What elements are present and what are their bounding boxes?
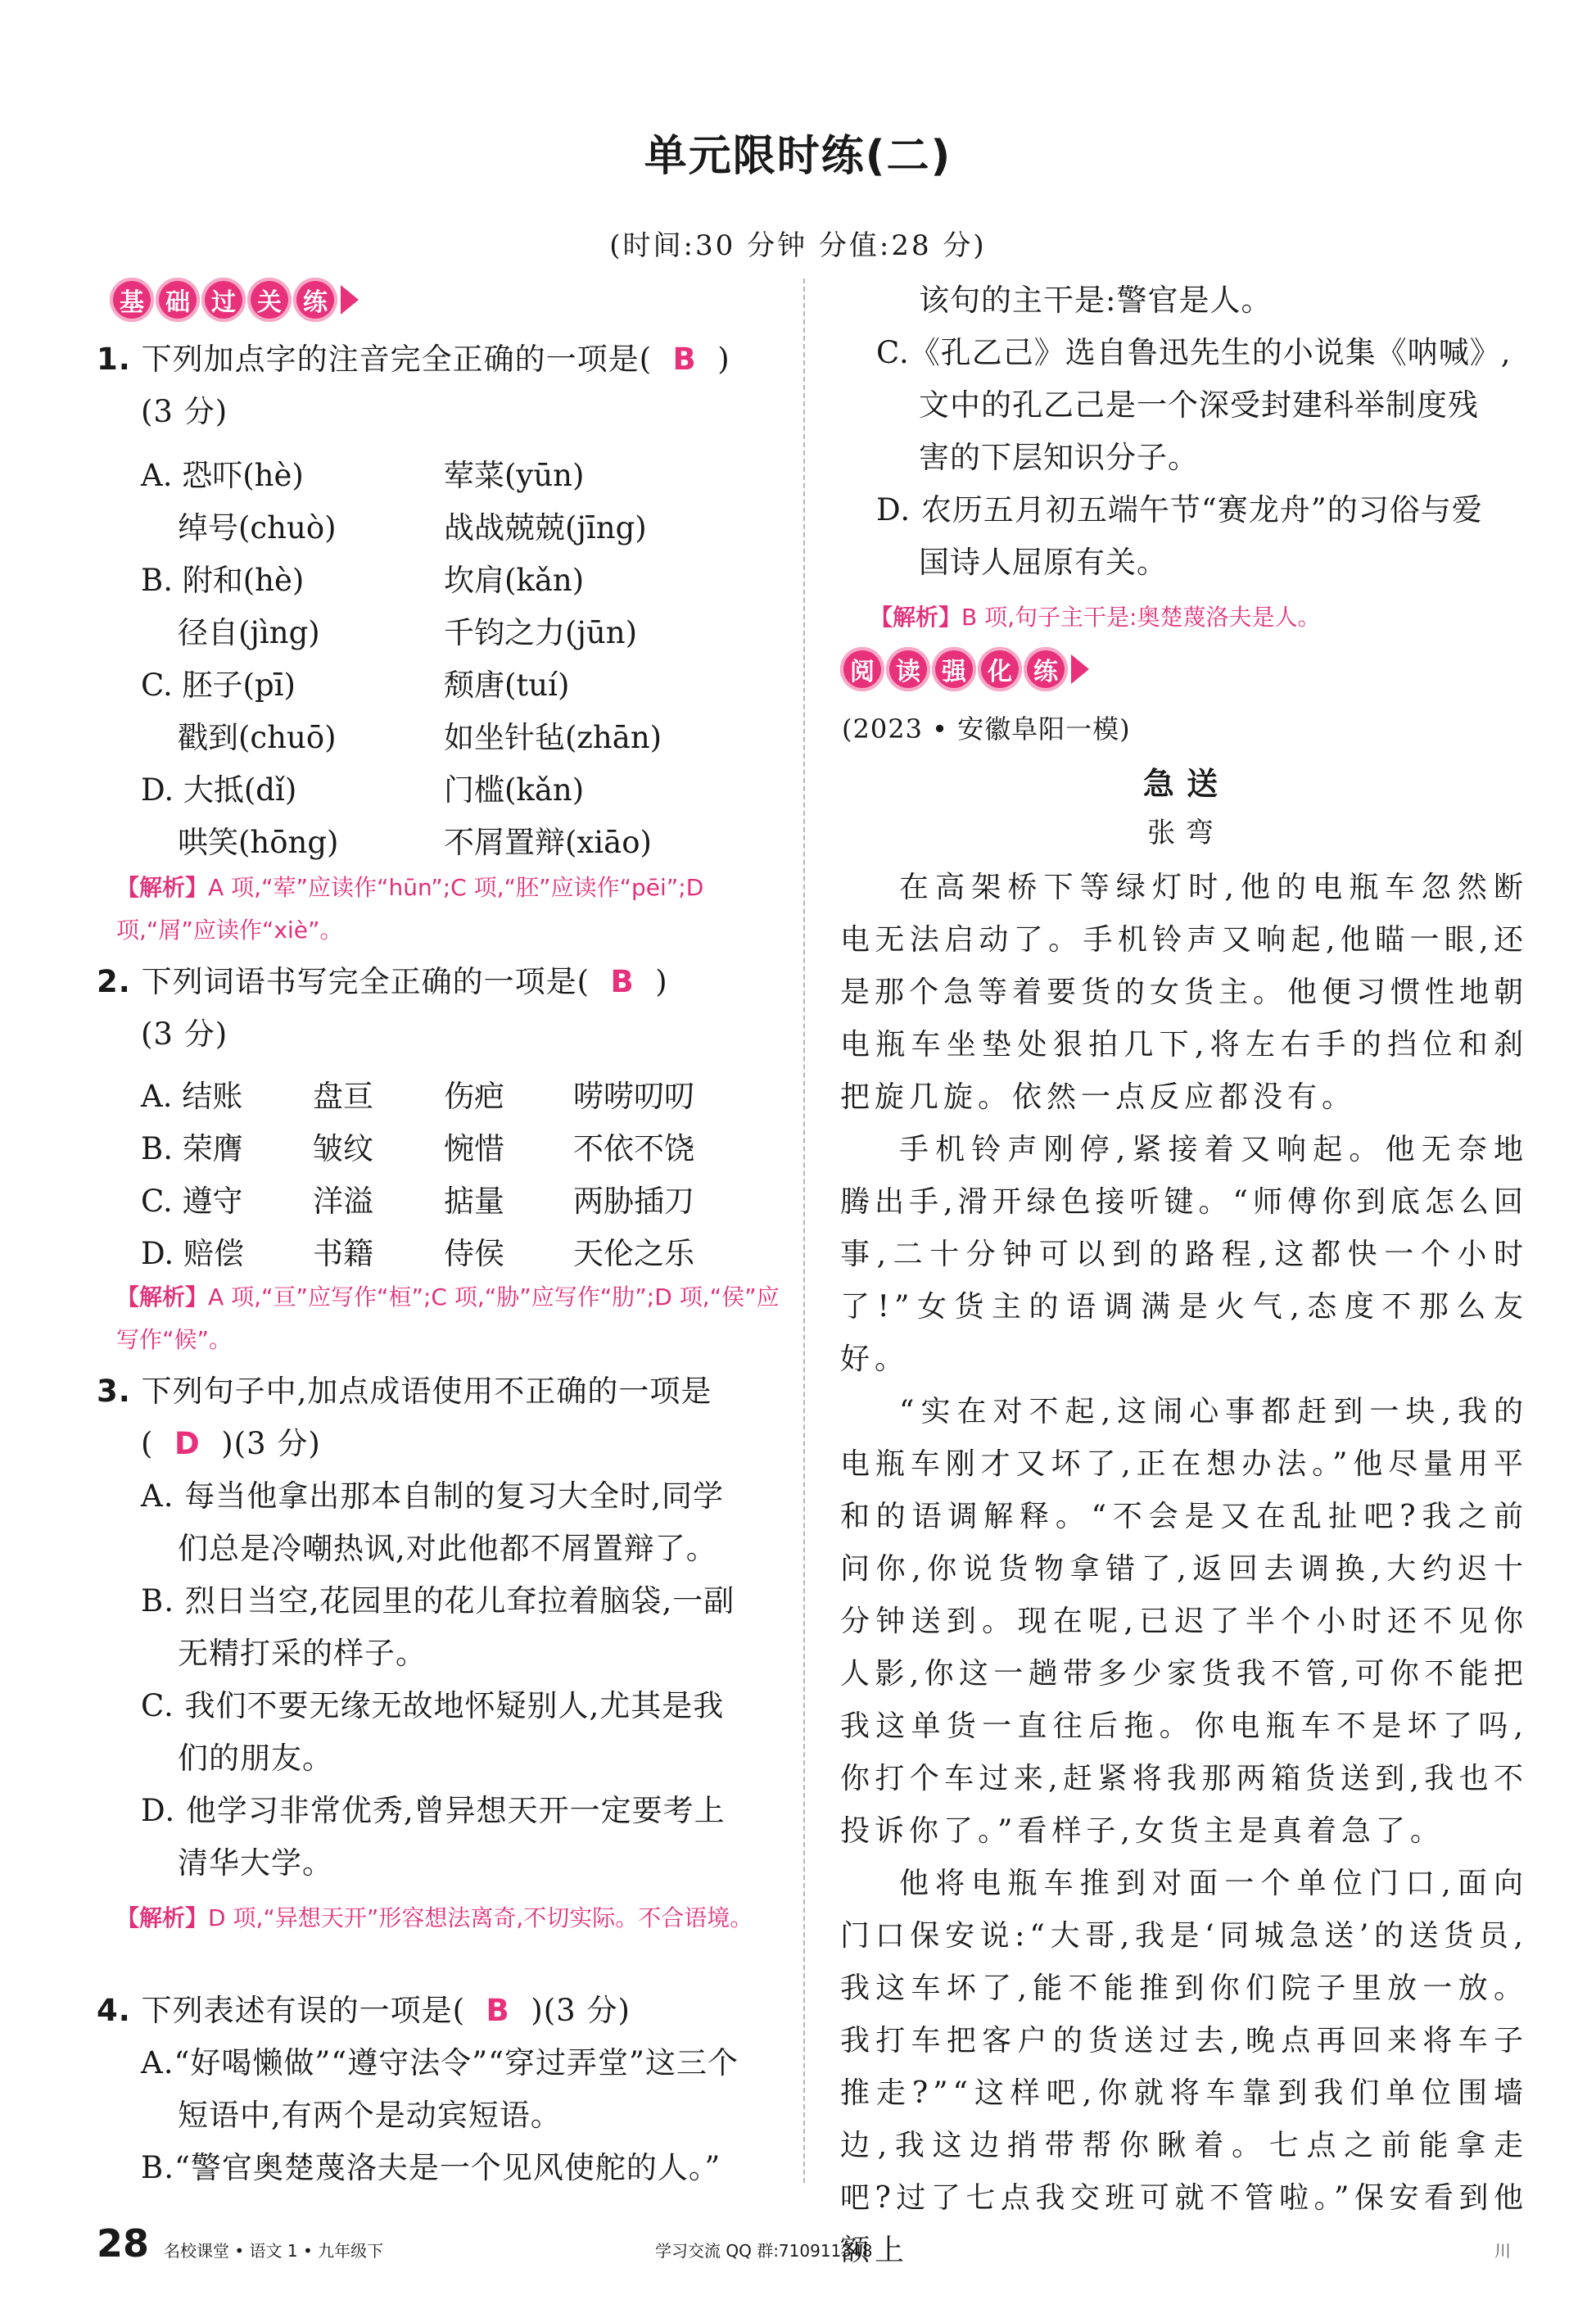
qq-group-info: 学习交流 QQ 群:710911348 — [655, 2241, 873, 2261]
q4-option-c-line: 害的下层知识分子。 — [919, 440, 1199, 475]
column-divider — [803, 278, 805, 2183]
q2-option-a-4: 唠唠叨叨 — [573, 1079, 694, 1114]
q1-analysis: 【解析】A 项,“荤”应读作“hūn”;C 项,“胚”应读作“pēi”;D 项,“屑”应读作“xiè”。 — [116, 874, 704, 944]
passage-paragraph: 他将电瓶车推到对面一个单位门口,面向门口保安说:“大哥,我是‘同城急送’的送货员,我这车坏了,能不能推到你们院子里放一放。我打车把客户的货送过去,晚点再回来将车子推走?”“这样吧,你就将车靠到我们单位围墙边,我这边捎带帮你瞅着。七点之前能拿走吧?过了七点我交班可就不管啦。”保安看到他额上 — [840, 1867, 1528, 2267]
q3-option-line: 清华大学。 — [178, 1845, 333, 1881]
page-title: 单元限时练(二) — [644, 132, 952, 181]
answer-mark: B — [672, 342, 697, 377]
badge-char: 础 — [156, 278, 200, 322]
q4-option-line: B.“警官奥楚蔑洛夫是一个见风使舵的人。” — [141, 2150, 721, 2185]
question-1-stem: 1. 下列加点字的注音完全正确的一项是( B ) — [97, 342, 730, 377]
q3-option-line: A. 每当他拿出那本自制的复习大全时,同学 — [141, 1478, 725, 1514]
book-info: 名校课堂 • 语文 1 • 九年级下 — [164, 2241, 384, 2261]
q4-option-d-line: D. 农历五月初五端午节“赛龙舟”的习俗与爱 — [876, 492, 1483, 527]
q1-option-c3: 戳到(chuō) — [178, 720, 337, 755]
badge-char: 练 — [293, 278, 337, 322]
q4-option-line: 短语中,有两个是动宾短语。 — [178, 2098, 562, 2133]
answer-mark: B — [610, 964, 635, 999]
q4-option-c-line: 文中的孔乙己是一个深受封建科举制度残 — [919, 387, 1479, 423]
badge-arrow-icon — [1071, 654, 1089, 684]
q1-option-b4: 千钧之力(jūn) — [444, 615, 638, 650]
q1-option-c1: C. 胚子(pī) — [141, 668, 296, 703]
q2-option-c-1: C. 遵守 — [141, 1184, 243, 1219]
q3-option-line: C. 我们不要无缘无故地怀疑别人,尤其是我 — [141, 1688, 725, 1723]
section-badge-basic — [110, 274, 359, 325]
badge-char: 阅 — [840, 647, 884, 691]
q4-option-c-line: C.《孔乙己》选自鲁迅先生的小说集《呐喊》, — [876, 335, 1512, 370]
question-2-stem: 2. 下列词语书写完全正确的一项是( B ) — [97, 964, 668, 999]
q2-option-b-4: 不依不饶 — [573, 1131, 694, 1166]
badge-arrow-icon — [341, 285, 359, 315]
q1-option-a3: 绰号(chuò) — [178, 510, 337, 546]
q2-option-c-4: 两胁插刀 — [573, 1184, 694, 1219]
q1-option-a1: A. 恐吓(hè) — [141, 458, 304, 493]
q4-analysis: 【解析】B 项,句子主干是:奥楚蔑洛夫是人。 — [870, 604, 1321, 631]
exam-subtitle: (时间:30 分钟 分值:28 分) — [609, 229, 987, 262]
question-3-stem: 3. 下列句子中,加点成语使用不正确的一项是 — [97, 1374, 712, 1409]
badge-char: 基 — [110, 278, 154, 322]
q3-option-line: 们的朋友。 — [178, 1741, 333, 1776]
q2-option-d-3: 侍侯 — [444, 1236, 504, 1271]
q2-option-d-1: D. 赔偿 — [141, 1236, 244, 1271]
q1-option-b1: B. 附和(hè) — [141, 563, 305, 598]
passage-paragraph: 手机铃声刚停,紧接着又响起。他无奈地腾出手,滑开绿色接听键。“师傅你到底怎么回事,二十分钟可以到的路程,这都快一个小时了!”女货主的语调满是火气,态度不那么友好。 — [840, 1133, 1528, 1376]
q2-option-a-2: 盘亘 — [313, 1079, 373, 1114]
answer-mark: B — [486, 1993, 510, 2028]
passage-paragraph: “实在对不起,这闹心事都赶到一块,我的电瓶车刚才又坏了,正在想办法。”他尽量用平和的语调解释。“不会是又在乱扯吧?我之前问你,你说货物拿错了,返回去调换,大约迟十分钟送到。现在呢,已迟了半个小时还不见你人影,你这一趟带多少家货我不管,可你不能把我这单货一直往后拖。你电瓶车不是坏了吗,你打个车过来,赶紧将我那两箱货送到,我也不投诉你了。”看样子,女货主是真着急了。 — [840, 1395, 1528, 1848]
passage-body — [840, 862, 1528, 2277]
section-badge-reading — [840, 644, 1089, 695]
q1-option-d1: D. 大抵(dǐ) — [141, 772, 297, 808]
q1-option-d4: 不屑置辩(xiāo) — [444, 825, 652, 860]
q1-option-c2: 颓唐(tuí) — [444, 668, 570, 703]
badge-char: 化 — [978, 647, 1022, 691]
q3-option-line: 们总是冷嘲热讽,对此他都不屑置辩了。 — [178, 1531, 717, 1566]
q1-option-d3: 哄笑(hōng) — [178, 825, 339, 860]
q2-option-d-4: 天伦之乐 — [573, 1236, 694, 1271]
page-footer — [0, 2221, 1596, 2270]
q1-option-b3: 径自(jìng) — [178, 615, 320, 650]
region-mark: 川 — [1494, 2241, 1511, 2261]
q2-option-b-3: 惋惜 — [444, 1131, 504, 1166]
passage-source: (2023 • 安徽阜阳一模) — [842, 713, 1131, 745]
badge-char: 过 — [201, 278, 246, 322]
question-1-score: (3 分) — [141, 394, 228, 429]
answer-mark: D — [174, 1426, 201, 1461]
badge-char: 练 — [1024, 647, 1068, 691]
q3-option-line: D. 他学习非常优秀,曾异想天开一定要考上 — [141, 1793, 726, 1828]
q4-option-line: A.“好喝懒做”“遵守法令”“穿过弄堂”这三个 — [141, 2045, 739, 2080]
q1-option-c4: 如坐针毡(zhān) — [444, 720, 662, 755]
q2-analysis: 【解析】A 项,“亘”应写作“桓”;C 项,“胁”应写作“肋”;D 项,“侯”应写作“候”。 — [116, 1284, 780, 1353]
q4-continuation: 该句的主干是:警官是人。 — [919, 283, 1273, 318]
q2-option-b-2: 皱纹 — [313, 1131, 373, 1166]
passage-author: 张 弯 — [1147, 817, 1214, 849]
passage-title: 急 送 — [1142, 766, 1219, 802]
q4-option-d-line: 国诗人屈原有关。 — [919, 545, 1168, 580]
q1-option-a2: 荤菜(yūn) — [444, 458, 585, 493]
q3-option-line: B. 烈日当空,花园里的花儿耷拉着脑袋,一副 — [141, 1583, 735, 1619]
q2-option-b-1: B. 荣膺 — [141, 1131, 243, 1166]
q2-option-a-1: A. 结账 — [141, 1079, 243, 1114]
q3-option-line: 无精打采的样子。 — [178, 1636, 427, 1671]
q1-option-d2: 门槛(kǎn) — [444, 772, 585, 808]
q2-option-a-3: 伤疤 — [444, 1079, 504, 1114]
badge-char: 读 — [886, 647, 930, 691]
q2-option-c-3: 掂量 — [444, 1184, 504, 1219]
q2-option-c-2: 洋溢 — [313, 1184, 373, 1219]
q1-option-b2: 坎肩(kǎn) — [444, 563, 585, 598]
question-3-answer-line: ( D )(3 分) — [141, 1426, 321, 1461]
badge-char: 关 — [247, 278, 292, 322]
passage-paragraph: 在高架桥下等绿灯时,他的电瓶车忽然断电无法启动了。手机铃声又响起,他瞄一眼,还是那个急等着要货的女货主。他便习惯性地朝电瓶车坐垫处狠拍几下,将左右手的挡位和刹把旋几旋。依然一点反应都没有。 — [840, 871, 1529, 1114]
q1-option-a4: 战战兢兢(jīng) — [444, 510, 647, 546]
q2-option-d-2: 书籍 — [313, 1236, 373, 1271]
badge-char: 强 — [932, 647, 976, 691]
question-4-stem: 4. 下列表述有误的一项是( B )(3 分) — [97, 1993, 631, 2028]
q3-analysis: 【解析】D 项,“异想天开”形容想法离奇,不切实际。不合语境。 — [116, 1904, 753, 1931]
question-2-score: (3 分) — [141, 1016, 228, 1052]
page-number: 28 — [97, 2221, 150, 2266]
